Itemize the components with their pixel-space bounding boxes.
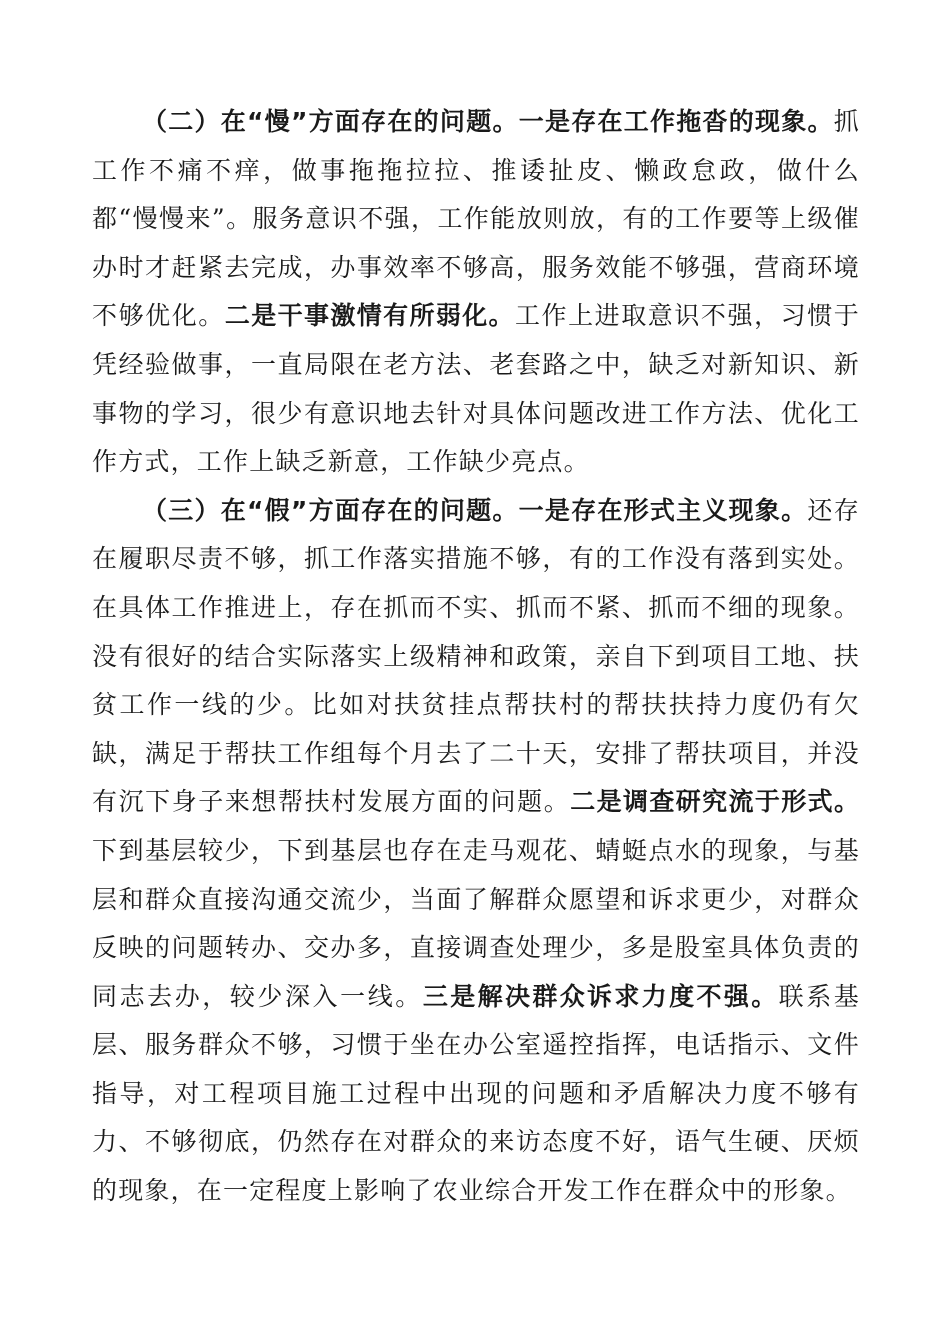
section-heading: （二）在“慢”方面存在的问题。	[142, 107, 519, 136]
point-heading: 三是解决群众诉求力度不强。	[422, 981, 779, 1011]
body-text: 下到基层较少，下到基层也存在走马观花、蜻蜓点水的现象，与基层和群众直接沟通交流少，当面了解群众愿望和诉求更少，对群众反映的问题转办、交办多，直接调查处理少，多是股室具体负责的同志去办，较少深入一线。	[92, 835, 860, 1011]
section-heading: （三）在“假”方面存在的问题。	[142, 495, 519, 525]
point-heading: 一是存在工作拖沓的现象。	[518, 107, 834, 136]
point-heading: 一是存在形式主义现象。	[518, 495, 808, 525]
document-body	[92, 98, 860, 1216]
body-text: 联系基层、服务群众不够，习惯于坐在办公室遥控指挥，电话指示、文件指导，对工程项目施工过程中出现的问题和矛盾解决力度不够有力、不够彻底，仍然存在对群众的来访态度不好，语气生硬、厌烦的现象，在一定程度上影响了农业综合开发工作在群众中的形象。	[92, 981, 860, 1206]
body-text: 还存在履职尽责不够，抓工作落实措施不够，有的工作没有落到实处。在具体工作推进上，存在抓而不实、抓而不紧、抓而不细的现象。没有很好的结合实际落实上级精神和政策，亲自下到项目工地、扶贫工作一线的少。比如对扶贫挂点帮扶村的帮扶扶持力度仍有欠缺，满足于帮扶工作组每个月去了二十天，安排了帮扶项目，并没有沉下身子来想帮扶村发展方面的问题。	[92, 495, 860, 817]
paragraph-section-2	[92, 98, 860, 487]
body-text: 工作上进取意识不强，习惯于凭经验做事，一直局限在老方法、老套路之中，缺乏对新知识、新事物的学习，很少有意识地去针对具体问题改进工作方法、优化工作方式，工作上缺乏新意，工作缺少亮点。	[92, 301, 860, 477]
point-heading: 二是干事激情有所弱化。	[224, 301, 515, 331]
paragraph-section-3	[92, 487, 860, 1216]
point-heading: 二是调查研究流于形式。	[570, 787, 860, 817]
body-text: 抓工作不痛不痒，做事拖拖拉拉、推诿扯皮、懒政怠政，做什么都“慢慢来”。服务意识不强，工作能放则放，有的工作要等上级催办时才赶紧去完成，办事效率不够高，服务效能不够强，营商环境不够优化。	[92, 107, 860, 331]
